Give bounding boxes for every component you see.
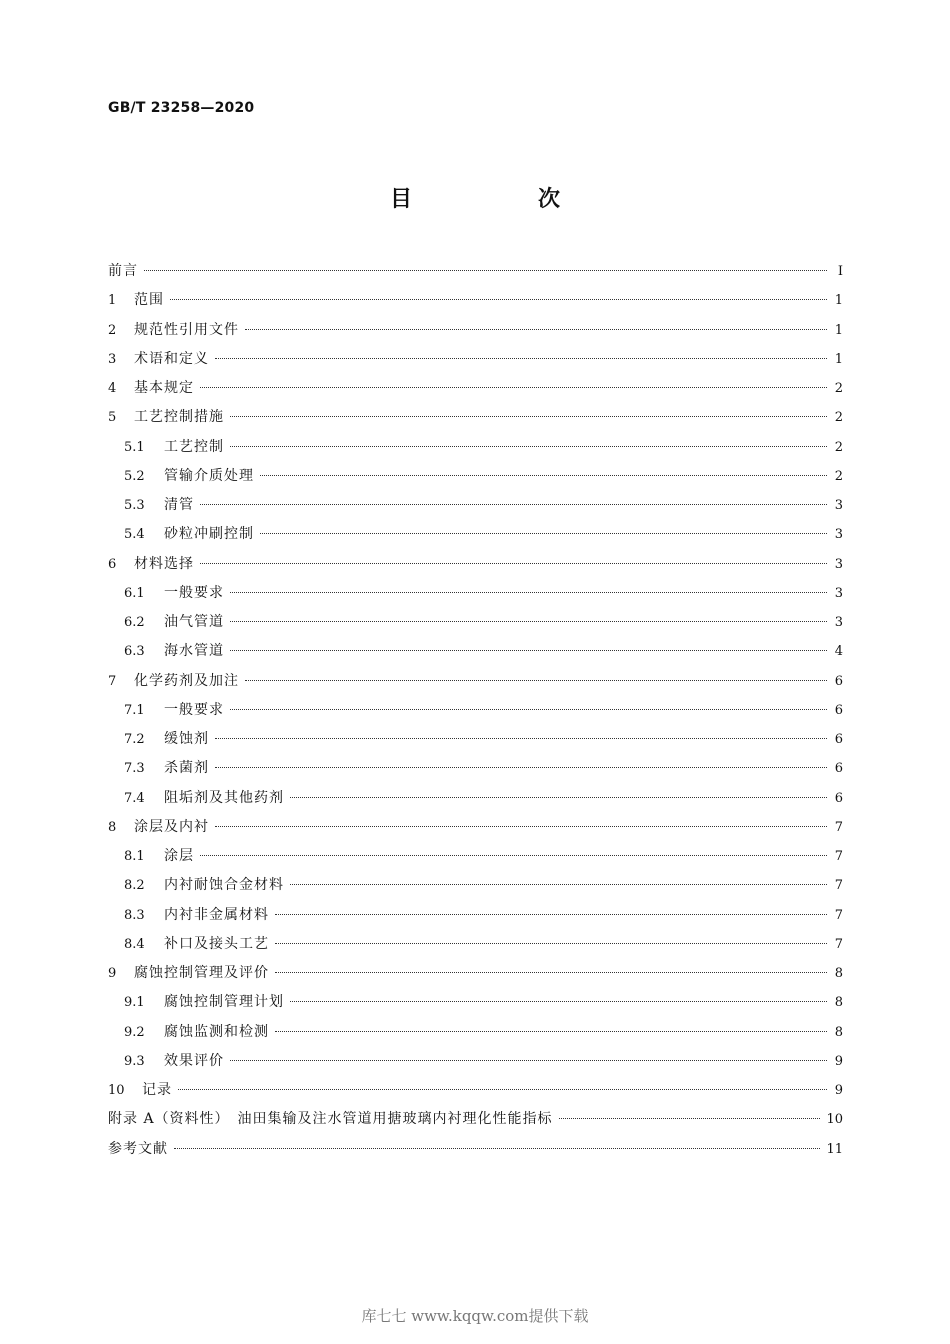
toc-entry-title: 术语和定义 xyxy=(134,350,209,367)
toc-entry[interactable] xyxy=(108,667,843,696)
toc-entry-page: 6 xyxy=(834,790,843,806)
toc-entry[interactable] xyxy=(108,462,843,491)
toc-entry-number: 10 xyxy=(108,1083,125,1098)
toc-entry[interactable] xyxy=(108,871,843,900)
toc-entry-page: 6 xyxy=(834,732,843,747)
toc-entry[interactable] xyxy=(108,1076,843,1105)
download-watermark: 库七七 www.kqqw.com提供下载 xyxy=(361,1307,589,1325)
toc-entry-title: 涂层及内衬 xyxy=(134,818,209,835)
toc-entry-title: 材料选择 xyxy=(134,555,194,572)
toc-entry-page: 3 xyxy=(834,498,843,513)
toc-entry[interactable] xyxy=(108,1047,843,1076)
toc-dot-leader xyxy=(230,709,827,710)
toc-entry-title: 清管 xyxy=(164,497,194,513)
toc-entry-number: 8.3 xyxy=(124,907,145,923)
toc-entry[interactable] xyxy=(108,725,843,754)
toc-entry-number: 7.3 xyxy=(124,761,145,777)
toc-entry-title: 一般要求 xyxy=(164,701,224,718)
toc-entry[interactable] xyxy=(108,433,843,462)
toc-entry[interactable] xyxy=(108,403,843,432)
toc-dot-leader xyxy=(275,914,827,915)
toc-dot-leader xyxy=(215,738,827,739)
toc-entry[interactable] xyxy=(108,257,843,286)
toc-entry-page: 4 xyxy=(834,644,843,660)
toc-dot-leader xyxy=(230,650,827,651)
toc-entry-page: 10 xyxy=(826,1112,843,1128)
toc-entry-page: 6 xyxy=(834,673,843,689)
toc-entry[interactable] xyxy=(108,988,843,1017)
toc-dot-leader xyxy=(275,1031,827,1032)
toc-entry[interactable] xyxy=(108,520,843,549)
toc-entry-page: 2 xyxy=(834,439,843,455)
toc-dot-leader xyxy=(215,826,827,827)
toc-dot-leader xyxy=(290,1001,827,1002)
toc-dot-leader xyxy=(245,680,827,681)
toc-entry-number: 1 xyxy=(108,293,117,309)
toc-entry-title: 效果评价 xyxy=(164,1052,224,1069)
toc-entry-title: 砂粒冲刷控制 xyxy=(164,526,254,543)
toc-entry[interactable] xyxy=(108,901,843,930)
toc-entry-number: 8.1 xyxy=(124,849,145,864)
toc-entry-title: 缓蚀剂 xyxy=(164,731,209,747)
toc-entry-number: 5.4 xyxy=(124,527,145,543)
toc-entry[interactable] xyxy=(108,842,843,871)
toc-entry-title: 一般要求 xyxy=(164,584,224,601)
toc-entry-page: 7 xyxy=(834,849,843,864)
toc-entry-page: Ⅰ xyxy=(837,264,843,279)
toc-dot-leader xyxy=(559,1118,821,1119)
toc-dot-leader xyxy=(290,797,827,798)
toc-entry-page: 9 xyxy=(834,1053,843,1069)
toc-dot-leader xyxy=(200,563,827,564)
toc-dot-leader xyxy=(200,504,827,505)
toc-entry-title: 腐蚀控制管理计划 xyxy=(164,994,284,1011)
toc-entry-page: 2 xyxy=(834,381,843,396)
toc-dot-leader xyxy=(215,767,827,768)
toc-entry-number: 9.1 xyxy=(124,995,145,1011)
toc-dot-leader xyxy=(260,533,827,534)
toc-entry[interactable] xyxy=(108,550,843,579)
toc-entry[interactable] xyxy=(108,1018,843,1047)
toc-entry-page: 3 xyxy=(834,585,843,601)
toc-dot-leader xyxy=(200,855,827,856)
toc-entry[interactable] xyxy=(108,1135,843,1164)
toc-entry-number: 5.2 xyxy=(124,468,145,484)
toc-entry-number: 8.2 xyxy=(124,878,145,894)
toc-entry-number: 3 xyxy=(108,351,117,367)
toc-entry-title: 杀菌剂 xyxy=(164,760,209,777)
toc-entry[interactable] xyxy=(108,579,843,608)
toc-entry-number: 5.3 xyxy=(124,498,145,513)
toc-dot-leader xyxy=(275,943,827,944)
toc-entry[interactable] xyxy=(108,1105,843,1134)
toc-dot-leader xyxy=(200,387,827,388)
toc-dot-leader xyxy=(230,1060,827,1061)
toc-entry[interactable] xyxy=(108,813,843,842)
toc-title: 目 次 xyxy=(389,187,612,212)
toc-entry-number: 8 xyxy=(108,819,117,835)
toc-entry[interactable] xyxy=(108,374,843,403)
toc-entry-page: 3 xyxy=(834,556,843,572)
toc-entry-title: 规范性引用文件 xyxy=(134,321,239,338)
toc-entry[interactable] xyxy=(108,345,843,374)
toc-entry-title: 阻垢剂及其他药剂 xyxy=(164,789,284,806)
toc-entry-number: 6.2 xyxy=(124,615,145,630)
toc-entry-number: 6 xyxy=(108,556,117,572)
toc-entry[interactable] xyxy=(108,286,843,315)
toc-entry[interactable] xyxy=(108,491,843,520)
toc-entry-title: 附录 A（资料性） 油田集输及注水管道用搪玻璃内衬理化性能指标 xyxy=(108,1111,553,1128)
toc-dot-leader xyxy=(260,475,827,476)
toc-entry-page: 7 xyxy=(834,936,843,952)
toc-entry-number: 9.2 xyxy=(124,1024,145,1040)
toc-entry-number: 7.2 xyxy=(124,732,145,747)
toc-entry[interactable] xyxy=(108,754,843,783)
toc-entry-title: 腐蚀监测和检测 xyxy=(164,1023,269,1040)
toc-entry-page: 3 xyxy=(834,615,843,630)
toc-entry-number: 6.1 xyxy=(124,585,145,601)
toc-dot-leader xyxy=(275,972,827,973)
toc-entry-page: 9 xyxy=(834,1083,843,1098)
toc-entry-number: 5.1 xyxy=(124,439,145,455)
toc-dot-leader xyxy=(144,270,827,271)
toc-entry-title: 海水管道 xyxy=(164,643,224,660)
toc-entry-page: 7 xyxy=(834,907,843,923)
toc-entry-number: 9 xyxy=(108,966,117,981)
toc-dot-leader xyxy=(290,884,827,885)
toc-entry-page: 7 xyxy=(834,819,843,835)
toc-entry[interactable] xyxy=(108,959,843,988)
toc-entry[interactable] xyxy=(108,316,843,345)
toc-entry-title: 腐蚀控制管理及评价 xyxy=(134,965,269,981)
toc-entry-page: 6 xyxy=(834,761,843,777)
toc-entry-page: 2 xyxy=(834,410,843,426)
toc-entry-title: 工艺控制措施 xyxy=(134,409,224,426)
toc-entry-page: 11 xyxy=(826,1141,843,1157)
toc-entry-number: 2 xyxy=(108,322,117,338)
toc-dot-leader xyxy=(230,621,827,622)
toc-entry-title: 参考文献 xyxy=(108,1140,168,1157)
toc-dot-leader xyxy=(230,592,827,593)
toc-entry-title: 涂层 xyxy=(164,848,194,864)
toc-entry-number: 4 xyxy=(108,381,117,396)
toc-entry-title: 范围 xyxy=(134,292,164,309)
toc-entry-title: 工艺控制 xyxy=(164,438,224,455)
toc-dot-leader xyxy=(215,358,827,359)
toc-entry-page: 6 xyxy=(834,702,843,718)
toc-dot-leader xyxy=(178,1089,827,1090)
toc-entry[interactable] xyxy=(108,696,843,725)
toc-entry-title: 基本规定 xyxy=(134,380,194,396)
toc-entry[interactable] xyxy=(108,608,843,637)
toc-entry-page: 8 xyxy=(834,966,843,981)
toc-entry[interactable] xyxy=(108,637,843,666)
toc-dot-leader xyxy=(245,329,827,330)
toc-entry-title: 油气管道 xyxy=(164,614,224,630)
toc-entry-number: 7.1 xyxy=(124,702,145,718)
toc-entry-page: 3 xyxy=(834,527,843,543)
toc-entry-page: 1 xyxy=(834,351,843,367)
toc-entry-number: 7 xyxy=(108,673,117,689)
table-of-contents xyxy=(108,257,843,1164)
toc-entry-page: 8 xyxy=(834,1024,843,1040)
toc-dot-leader xyxy=(230,416,827,417)
toc-entry-title: 内衬耐蚀合金材料 xyxy=(164,877,284,894)
toc-dot-leader xyxy=(174,1148,820,1149)
standard-code: GB/T 23258—2020 xyxy=(108,100,255,116)
toc-entry-page: 2 xyxy=(834,468,843,484)
toc-entry-number: 9.3 xyxy=(124,1053,145,1069)
toc-entry-title: 前言 xyxy=(108,263,138,279)
toc-entry-number: 6.3 xyxy=(124,644,145,660)
toc-entry-title: 管输介质处理 xyxy=(164,467,254,484)
toc-entry-page: 1 xyxy=(834,293,843,309)
toc-entry[interactable] xyxy=(108,930,843,959)
toc-entry-title: 内衬非金属材料 xyxy=(164,906,269,923)
toc-entry-number: 5 xyxy=(108,410,117,426)
toc-entry-number: 7.4 xyxy=(124,790,145,806)
toc-entry-page: 7 xyxy=(834,878,843,894)
toc-entry-title: 记录 xyxy=(142,1082,172,1098)
toc-dot-leader xyxy=(230,446,827,447)
toc-entry-number: 8.4 xyxy=(124,936,145,952)
toc-entry-page: 1 xyxy=(834,322,843,338)
toc-entry[interactable] xyxy=(108,784,843,813)
toc-entry-title: 补口及接头工艺 xyxy=(164,935,269,952)
toc-dot-leader xyxy=(170,299,827,300)
toc-entry-page: 8 xyxy=(834,995,843,1011)
toc-entry-title: 化学药剂及加注 xyxy=(134,672,239,689)
